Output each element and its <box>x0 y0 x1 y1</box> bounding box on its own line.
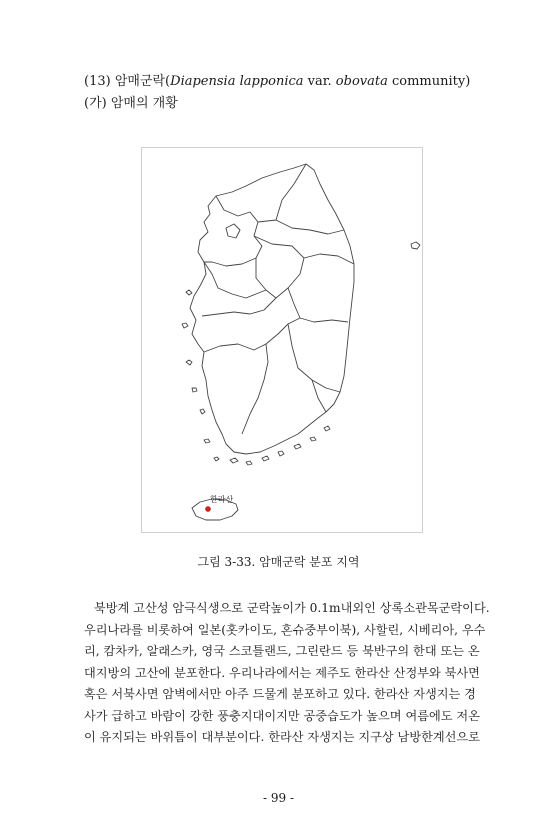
distribution-map <box>141 147 423 533</box>
body-paragraph <box>84 598 490 749</box>
paragraph-line: 북방계 고산성 암극식생으로 군락높이가 0.1m내외인 상록소관목군락이다. <box>94 601 490 615</box>
island <box>294 444 301 449</box>
ulleungdo-island <box>411 242 420 249</box>
island <box>324 426 330 431</box>
island <box>186 290 192 295</box>
island <box>310 437 316 441</box>
paragraph-line: 혹은 서북사면 암벽에서만 아주 드물게 분포하고 있다. 한라산 자생지는 경 <box>84 687 476 701</box>
island <box>278 451 284 456</box>
paragraph-line: 사가 급하고 바람이 강한 풍충지대이지만 공중습도가 높으며 여름에도 저온 <box>84 708 480 723</box>
island <box>246 461 252 465</box>
region-border-gyeongnam <box>242 344 268 434</box>
island <box>200 409 205 414</box>
region-border-gyeonggi <box>204 196 262 266</box>
hallasan-marker <box>205 506 211 512</box>
island <box>182 323 188 328</box>
island <box>230 458 238 463</box>
island <box>214 457 219 461</box>
region-border-jeonnam <box>204 318 300 352</box>
hallasan-label: 한라산 <box>210 495 234 504</box>
island <box>262 456 269 461</box>
island <box>192 388 197 392</box>
paragraph-line: 이 유지되는 바위틈이 대부분이다. 한라산 자생지는 지구상 남방한계선으로 <box>84 730 480 744</box>
paragraph-line: 우리나라를 비롯하여 일본(홋카이도, 혼슈중부이북), 사할린, 시베리아, 우수 <box>84 622 486 637</box>
latin-variety-name: obovata <box>335 74 388 89</box>
island <box>204 439 210 443</box>
figure-caption: 그림 3-33. 암매군락 분포 지역 <box>197 555 360 569</box>
paragraph-line: 리, 캄차카, 알래스카, 영국 스코틀랜드, 그린란드 등 북반구의 한대 또는 온 <box>84 644 480 658</box>
south-korea-map <box>142 148 422 532</box>
region-border-seoul <box>226 224 240 238</box>
paragraph-line: 대지방의 고산에 분포한다. 우리나라에서는 제주도 한라산 산정부와 북사면 <box>84 665 480 680</box>
region-border-gangwon <box>258 220 344 234</box>
community-suffix: community) <box>387 74 471 89</box>
mainland-outline <box>190 164 354 454</box>
region-border-gyeongbuk <box>304 254 354 264</box>
island <box>186 360 192 365</box>
region-border-chungnam <box>204 262 266 298</box>
section-heading <box>84 74 470 90</box>
section-number: (13) <box>84 74 111 89</box>
korean-community-name: 암매군락( <box>114 74 171 89</box>
variety-abbrev: var. <box>303 74 336 89</box>
latin-species-name: Diapensia lapponica <box>170 74 304 89</box>
region-border-jeonbuk <box>202 298 276 316</box>
page-number: - 99 - <box>262 791 294 805</box>
subsection-heading: (가) 암매의 개황 <box>84 96 178 111</box>
